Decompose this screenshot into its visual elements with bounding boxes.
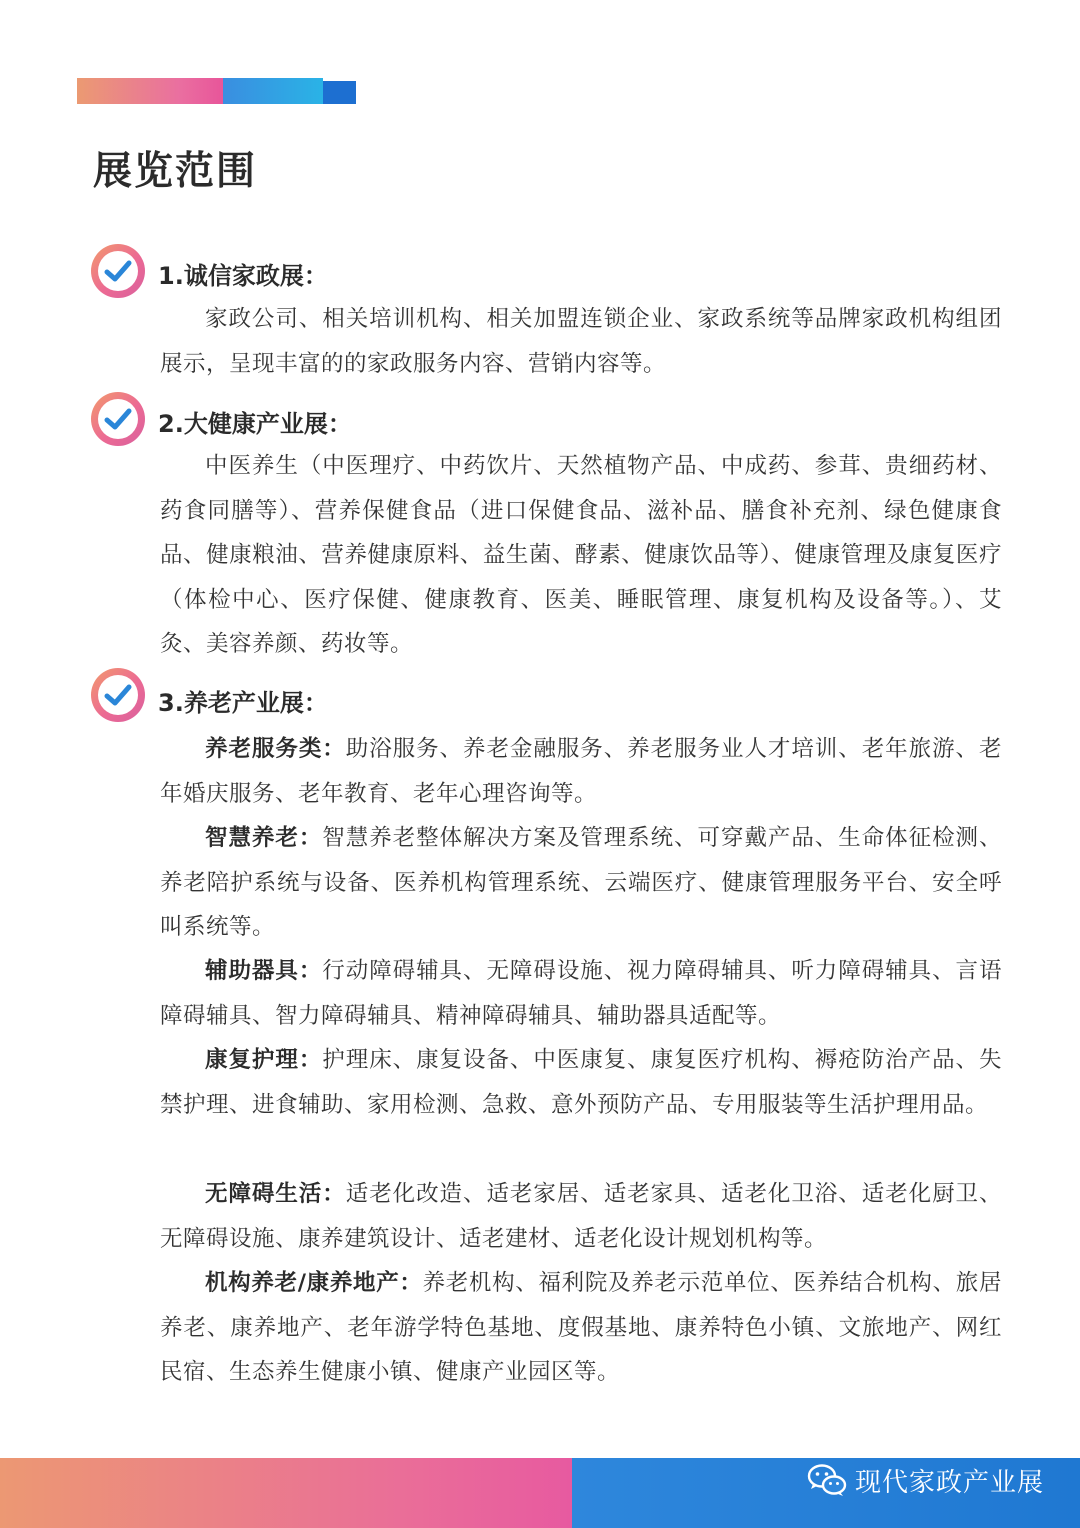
check-circle-icon [91,668,145,722]
top-bar-dark-blue-segment [323,81,356,104]
page-title: 展览范围 [93,149,258,194]
paragraph-text: 家政公司、相关培训机构、相关加盟连锁企业、家政系统等品牌家政机构组团展示，呈现丰富的的家政服务内容、营销内容等。 [160,306,1002,377]
paragraph-text: 智慧养老整体解决方案及管理系统、可穿戴产品、生命体征检测、养老陪护系统与设备、医养机构管理系统、云端医疗、健康管理服务平台、安全呼叫系统等。 [160,825,1002,940]
wechat-icon [807,1463,847,1497]
paragraph-text: 助浴服务、养老金融服务、养老服务业人才培训、老年旅游、老年婚庆服务、老年教育、老年心理咨询等。 [160,736,1002,807]
paragraph-lead: 辅助器具： [205,958,323,984]
section-paragraph [160,1172,1002,1261]
section-paragraph [160,949,1002,1038]
section-paragraph [160,297,1002,386]
paragraph-lead: 机构养老/康养地产： [205,1270,423,1296]
paragraph-text: 中医养生（中医理疗、中药饮片、天然植物产品、中成药、参茸、贵细药材、药食同膳等）、营养保健食品（进口保健食品、滋补品、膳食补充剂、绿色健康食品、健康粮油、营养健康原料、益生菌、酵素、健康饮品等）、健康管理及康复医疗（体检中心、医疗保健、健康教育、医美、睡眠管理、康复机构及设备等。）、艾灸、美容养颜、药妆等。 [160,453,1002,657]
paragraph-lead: 康复护理： [205,1047,323,1073]
section-paragraph [160,1038,1002,1127]
section-paragraph [160,444,1002,667]
paragraph-text: 行动障碍辅具、无障碍设施、视力障碍辅具、听力障碍辅具、言语障碍辅具、智力障碍辅具、精神障碍辅具、辅助器具适配等。 [160,958,1002,1029]
paragraph-text: 养老机构、福利院及养老示范单位、医养结合机构、旅居养老、康养地产、老年游学特色基地、度假基地、康养特色小镇、文旅地产、网红民宿、生态养生健康小镇、健康产业园区等。 [160,1270,1002,1385]
section-heading: 1.诚信家政展： [158,262,328,290]
paragraph-lead: 养老服务类： [205,736,346,762]
top-bar-blue-segment [223,78,323,104]
watermark-text: 现代家政产业展 [854,1467,1044,1498]
section-heading: 3.养老产业展： [158,689,328,717]
section-paragraph [160,727,1002,816]
wechat-watermark [807,1459,1044,1501]
check-circle-icon [91,244,145,298]
bottom-bar-pink-segment [0,1458,572,1528]
section-heading: 2.大健康产业展： [158,410,352,438]
top-accent-bar [77,78,356,104]
section-paragraph [160,1261,1002,1395]
paragraph-text: 适老化改造、适老家居、适老家具、适老化卫浴、适老化厨卫、无障碍设施、康养建筑设计、适老建材、适老化设计规划机构等。 [160,1181,1002,1252]
paragraph-lead: 无障碍生活： [205,1181,346,1207]
paragraph-lead: 智慧养老： [205,825,323,851]
top-bar-pink-segment [77,78,223,104]
section-paragraph [160,816,1002,950]
paragraph-text: 护理床、康复设备、中医康复、康复医疗机构、褥疮防治产品、失禁护理、进食辅助、家用检测、急救、意外预防产品、专用服装等生活护理用品。 [160,1047,1002,1118]
check-circle-icon [91,392,145,446]
